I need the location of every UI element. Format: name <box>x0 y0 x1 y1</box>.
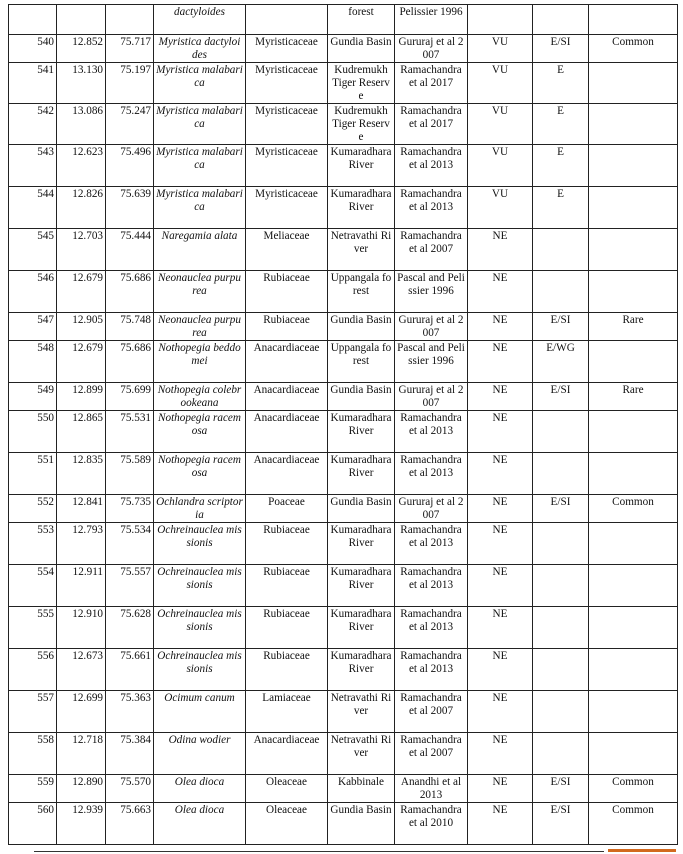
cell-locality: Netravathi River <box>328 691 395 733</box>
cell-endemism <box>533 691 589 733</box>
cell-no: 547 <box>9 313 57 341</box>
cell-no: 546 <box>9 271 57 313</box>
cell-species: Olea dioca <box>154 803 246 845</box>
cell-latitude: 12.793 <box>57 523 106 565</box>
cell-no: 540 <box>9 35 57 63</box>
cell-endemism <box>533 607 589 649</box>
table-row <box>9 63 678 104</box>
cell-longitude: 75.496 <box>106 145 154 187</box>
cell-reference: Ramachandra et al 2013 <box>395 145 468 187</box>
cell-iucn: NE <box>468 691 533 733</box>
cell-status <box>589 733 678 775</box>
cell-longitude: 75.628 <box>106 607 154 649</box>
cell-locality: Kudremukh Tiger Reserve <box>328 63 395 104</box>
cell-iucn: NE <box>468 607 533 649</box>
cell-reference: Ramachandra et al 2007 <box>395 691 468 733</box>
cell-endemism <box>533 733 589 775</box>
cell-reference: Ramachandra et al 2013 <box>395 649 468 691</box>
cell-no: 552 <box>9 495 57 523</box>
cell-reference: Pascal and Pelissier 1996 <box>395 271 468 313</box>
cell-iucn: NE <box>468 341 533 383</box>
cell-status <box>589 187 678 229</box>
cell-family: Anacardiaceae <box>246 733 328 775</box>
cell-no: 555 <box>9 607 57 649</box>
cell-reference: Ramachandra et al 2013 <box>395 607 468 649</box>
cell-no: 558 <box>9 733 57 775</box>
cell-no: 556 <box>9 649 57 691</box>
cell-iucn: NE <box>468 495 533 523</box>
cell-family: Myristicaceae <box>246 187 328 229</box>
cell-locality: Gundia Basin <box>328 803 395 845</box>
cell-no: 560 <box>9 803 57 845</box>
cell-latitude: 12.835 <box>57 453 106 495</box>
cell-endemism: E <box>533 145 589 187</box>
cell-reference: Gururaj et al 2007 <box>395 313 468 341</box>
cell-endemism <box>533 271 589 313</box>
cell-reference: Gururaj et al 2007 <box>395 35 468 63</box>
cell-iucn: NE <box>468 649 533 691</box>
cell-status: Common <box>589 803 678 845</box>
cell-no: 557 <box>9 691 57 733</box>
cell-latitude: 12.841 <box>57 495 106 523</box>
cell-locality: Uppangala forest <box>328 341 395 383</box>
cell-species: Myristica malabarica <box>154 63 246 104</box>
cell-status <box>589 229 678 271</box>
cell-endemism <box>533 5 589 35</box>
cell-latitude: 12.826 <box>57 187 106 229</box>
table-row <box>9 775 678 803</box>
cell-no: 548 <box>9 341 57 383</box>
cell-reference: Ramachandra et al 2007 <box>395 229 468 271</box>
cell-latitude: 12.865 <box>57 411 106 453</box>
cell-endemism: E/SI <box>533 803 589 845</box>
cell-iucn: NE <box>468 271 533 313</box>
table-row <box>9 691 678 733</box>
cell-status <box>589 565 678 607</box>
cell-endemism <box>533 453 589 495</box>
cell-longitude: 75.639 <box>106 187 154 229</box>
cell-reference: Ramachandra et al 2013 <box>395 187 468 229</box>
cell-endemism: E/SI <box>533 495 589 523</box>
cell-endemism: E/WG <box>533 341 589 383</box>
cell-status <box>589 271 678 313</box>
cell-species: dactyloides <box>154 5 246 35</box>
species-table <box>8 4 678 845</box>
cell-family: Rubiaceae <box>246 565 328 607</box>
cell-longitude: 75.444 <box>106 229 154 271</box>
cell-longitude: 75.534 <box>106 523 154 565</box>
cell-reference: Ramachandra et al 2017 <box>395 63 468 104</box>
cell-iucn <box>468 5 533 35</box>
cell-longitude: 75.663 <box>106 803 154 845</box>
cell-iucn: NE <box>468 313 533 341</box>
cell-species: Neonauclea purpurea <box>154 271 246 313</box>
cell-species: Ochreinauclea missionis <box>154 649 246 691</box>
cell-family: Rubiaceae <box>246 313 328 341</box>
cell-family: Rubiaceae <box>246 649 328 691</box>
cell-endemism: E/SI <box>533 775 589 803</box>
cell-species: Neonauclea purpurea <box>154 313 246 341</box>
cell-endemism: E <box>533 104 589 145</box>
cell-no: 544 <box>9 187 57 229</box>
cell-latitude: 12.905 <box>57 313 106 341</box>
cell-latitude: 12.679 <box>57 341 106 383</box>
cell-iucn: NE <box>468 523 533 565</box>
table-row <box>9 229 678 271</box>
cell-longitude: 75.748 <box>106 313 154 341</box>
cell-no: 545 <box>9 229 57 271</box>
cell-locality: Kabbinale <box>328 775 395 803</box>
cell-latitude: 12.623 <box>57 145 106 187</box>
cell-species: Odina wodier <box>154 733 246 775</box>
cell-iucn: NE <box>468 229 533 271</box>
cell-family: Poaceae <box>246 495 328 523</box>
cell-longitude: 75.570 <box>106 775 154 803</box>
cell-iucn: NE <box>468 383 533 411</box>
cell-species: Nothopegia racemosa <box>154 453 246 495</box>
table-row <box>9 35 678 63</box>
cell-locality: Kumaradhara River <box>328 145 395 187</box>
table-row <box>9 453 678 495</box>
cell-endemism: E/SI <box>533 35 589 63</box>
cell-latitude <box>57 5 106 35</box>
cell-endemism <box>533 649 589 691</box>
cell-family: Rubiaceae <box>246 607 328 649</box>
cell-iucn: VU <box>468 104 533 145</box>
footer-accent-bar <box>608 849 676 852</box>
cell-longitude: 75.661 <box>106 649 154 691</box>
cell-longitude: 75.686 <box>106 341 154 383</box>
cell-latitude: 12.673 <box>57 649 106 691</box>
cell-iucn: VU <box>468 35 533 63</box>
cell-species: Naregamia alata <box>154 229 246 271</box>
cell-latitude: 12.699 <box>57 691 106 733</box>
cell-species: Myristica dactyloides <box>154 35 246 63</box>
cell-reference: Pascal and Pelissier 1996 <box>395 341 468 383</box>
table-row <box>9 341 678 383</box>
cell-family: Lamiaceae <box>246 691 328 733</box>
cell-locality: Gundia Basin <box>328 383 395 411</box>
cell-latitude: 12.718 <box>57 733 106 775</box>
cell-family: Anacardiaceae <box>246 411 328 453</box>
cell-status <box>589 523 678 565</box>
cell-family: Rubiaceae <box>246 523 328 565</box>
cell-no: 551 <box>9 453 57 495</box>
cell-locality: Kumaradhara River <box>328 411 395 453</box>
cell-latitude: 12.890 <box>57 775 106 803</box>
cell-longitude: 75.247 <box>106 104 154 145</box>
cell-latitude: 12.910 <box>57 607 106 649</box>
cell-species: Myristica malabarica <box>154 104 246 145</box>
cell-no: 554 <box>9 565 57 607</box>
cell-status <box>589 104 678 145</box>
table-row <box>9 187 678 229</box>
table-row <box>9 523 678 565</box>
cell-status: Common <box>589 495 678 523</box>
cell-longitude: 75.686 <box>106 271 154 313</box>
cell-family: Anacardiaceae <box>246 453 328 495</box>
cell-status <box>589 5 678 35</box>
cell-locality: Gundia Basin <box>328 495 395 523</box>
footer-rule <box>34 851 604 852</box>
cell-reference: Ramachandra et al 2013 <box>395 523 468 565</box>
cell-reference: Gururaj et al 2007 <box>395 495 468 523</box>
cell-locality: Kumaradhara River <box>328 565 395 607</box>
cell-endemism: E/SI <box>533 383 589 411</box>
cell-species: Ochreinauclea missionis <box>154 565 246 607</box>
cell-longitude: 75.699 <box>106 383 154 411</box>
cell-iucn: NE <box>468 411 533 453</box>
cell-locality: Uppangala forest <box>328 271 395 313</box>
cell-status <box>589 411 678 453</box>
cell-reference: Ramachandra et al 2013 <box>395 411 468 453</box>
cell-iucn: NE <box>468 733 533 775</box>
cell-status <box>589 607 678 649</box>
cell-locality: Kumaradhara River <box>328 453 395 495</box>
cell-longitude: 75.589 <box>106 453 154 495</box>
cell-endemism <box>533 565 589 607</box>
cell-reference: Anandhi et al 2013 <box>395 775 468 803</box>
cell-iucn: VU <box>468 63 533 104</box>
cell-no: 549 <box>9 383 57 411</box>
table-row <box>9 803 678 845</box>
cell-locality: Netravathi River <box>328 733 395 775</box>
table-row <box>9 271 678 313</box>
cell-locality: Netravathi River <box>328 229 395 271</box>
cell-latitude: 12.679 <box>57 271 106 313</box>
cell-iucn: NE <box>468 775 533 803</box>
cell-reference: Ramachandra et al 2013 <box>395 453 468 495</box>
cell-status <box>589 453 678 495</box>
cell-species: Myristica malabarica <box>154 145 246 187</box>
cell-longitude: 75.531 <box>106 411 154 453</box>
cell-family: Anacardiaceae <box>246 383 328 411</box>
cell-endemism: E <box>533 187 589 229</box>
table-row <box>9 565 678 607</box>
cell-endemism <box>533 411 589 453</box>
cell-locality: Kumaradhara River <box>328 649 395 691</box>
cell-longitude: 75.197 <box>106 63 154 104</box>
cell-iucn: VU <box>468 145 533 187</box>
cell-family: Myristicaceae <box>246 104 328 145</box>
cell-family: Meliaceae <box>246 229 328 271</box>
cell-latitude: 12.911 <box>57 565 106 607</box>
cell-latitude: 12.852 <box>57 35 106 63</box>
cell-locality: Gundia Basin <box>328 313 395 341</box>
cell-latitude: 13.130 <box>57 63 106 104</box>
cell-family: Myristicaceae <box>246 145 328 187</box>
cell-status <box>589 341 678 383</box>
cell-no: 542 <box>9 104 57 145</box>
cell-reference: Ramachandra et al 2017 <box>395 104 468 145</box>
cell-status <box>589 145 678 187</box>
cell-iucn: VU <box>468 187 533 229</box>
cell-no: 541 <box>9 63 57 104</box>
cell-latitude: 12.939 <box>57 803 106 845</box>
cell-locality: Kumaradhara River <box>328 523 395 565</box>
cell-status: Rare <box>589 383 678 411</box>
cell-status <box>589 691 678 733</box>
table-row <box>9 383 678 411</box>
cell-longitude: 75.557 <box>106 565 154 607</box>
cell-species: Ocimum canum <box>154 691 246 733</box>
cell-species: Olea dioca <box>154 775 246 803</box>
cell-status: Common <box>589 775 678 803</box>
cell-locality: Kumaradhara River <box>328 187 395 229</box>
cell-species: Nothopegia colebrookeana <box>154 383 246 411</box>
cell-status <box>589 63 678 104</box>
cell-latitude: 12.899 <box>57 383 106 411</box>
cell-latitude: 12.703 <box>57 229 106 271</box>
cell-no <box>9 5 57 35</box>
cell-no: 543 <box>9 145 57 187</box>
cell-endemism: E/SI <box>533 313 589 341</box>
table-row <box>9 104 678 145</box>
cell-family: Myristicaceae <box>246 63 328 104</box>
cell-locality: forest <box>328 5 395 35</box>
cell-locality: Kudremukh Tiger Reserve <box>328 104 395 145</box>
cell-species: Ochreinauclea missionis <box>154 607 246 649</box>
cell-iucn: NE <box>468 803 533 845</box>
cell-family: Oleaceae <box>246 803 328 845</box>
cell-no: 553 <box>9 523 57 565</box>
cell-species: Ochlandra scriptoria <box>154 495 246 523</box>
table-row <box>9 145 678 187</box>
table-row <box>9 607 678 649</box>
cell-iucn: NE <box>468 565 533 607</box>
cell-status: Common <box>589 35 678 63</box>
cell-status: Rare <box>589 313 678 341</box>
cell-reference: Ramachandra et al 2010 <box>395 803 468 845</box>
cell-endemism <box>533 523 589 565</box>
table-row <box>9 411 678 453</box>
cell-species: Myristica malabarica <box>154 187 246 229</box>
cell-status <box>589 649 678 691</box>
cell-longitude <box>106 5 154 35</box>
cell-reference: Ramachandra et al 2013 <box>395 565 468 607</box>
cell-longitude: 75.363 <box>106 691 154 733</box>
cell-family: Rubiaceae <box>246 271 328 313</box>
cell-family <box>246 5 328 35</box>
cell-species: Ochreinauclea missionis <box>154 523 246 565</box>
cell-reference: Ramachandra et al 2007 <box>395 733 468 775</box>
table-body <box>9 5 678 845</box>
cell-species: Nothopegia beddomei <box>154 341 246 383</box>
cell-species: Nothopegia racemosa <box>154 411 246 453</box>
cell-locality: Kumaradhara River <box>328 607 395 649</box>
table-row <box>9 649 678 691</box>
table-row <box>9 313 678 341</box>
cell-family: Oleaceae <box>246 775 328 803</box>
cell-longitude: 75.735 <box>106 495 154 523</box>
cell-family: Myristicaceae <box>246 35 328 63</box>
cell-no: 550 <box>9 411 57 453</box>
cell-longitude: 75.384 <box>106 733 154 775</box>
cell-reference: Gururaj et al 2007 <box>395 383 468 411</box>
cell-reference: Pelissier 1996 <box>395 5 468 35</box>
table-row <box>9 5 678 35</box>
table-row <box>9 733 678 775</box>
cell-no: 559 <box>9 775 57 803</box>
cell-endemism <box>533 229 589 271</box>
cell-latitude: 13.086 <box>57 104 106 145</box>
cell-iucn: NE <box>468 453 533 495</box>
cell-family: Anacardiaceae <box>246 341 328 383</box>
cell-endemism: E <box>533 63 589 104</box>
cell-locality: Gundia Basin <box>328 35 395 63</box>
table-row <box>9 495 678 523</box>
cell-longitude: 75.717 <box>106 35 154 63</box>
